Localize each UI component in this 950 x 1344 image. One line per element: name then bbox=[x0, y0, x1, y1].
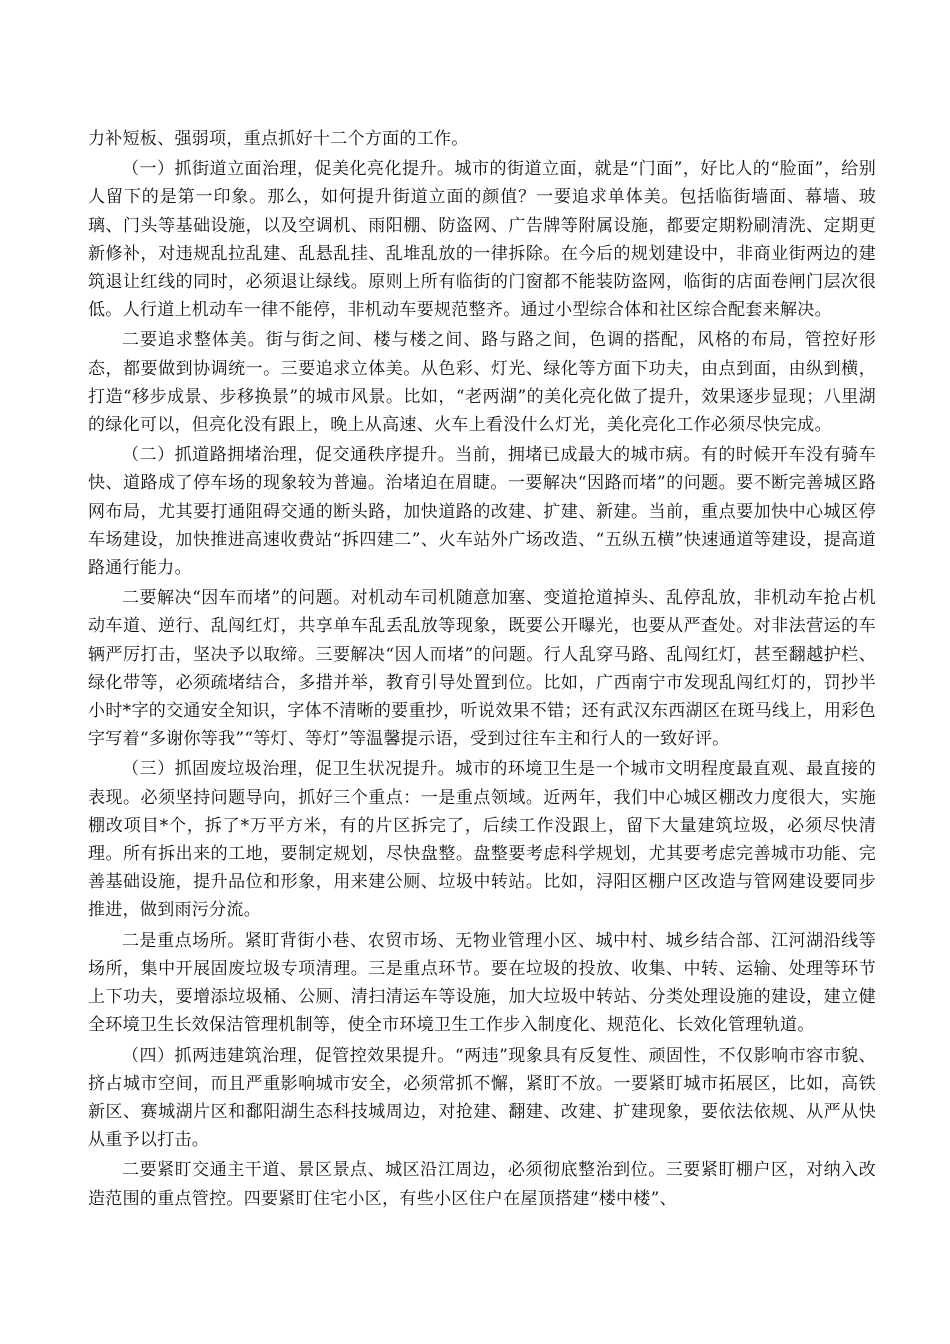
paragraph-key-areas: 二要紧盯交通主干道、景区景点、城区沿江周边，必须彻底整治到位。三要紧盯棚户区，对纳入改造范围的重点管控。四要紧盯住宅小区，有些小区住户在屋顶搭建“楼中楼”、 bbox=[88, 1160, 876, 1209]
paragraph-section-2-traffic: （二）抓道路拥堵治理，促交通秩序提升。当前，拥堵已成最大的城市病。有的时候开车没有骑车快、道路成了停车场的现象较为普遍。治堵迫在眉睫。一要解决“因路而堵”的问题。要不断完善城区路网布局，尤其要打通阻碍交通的断头路，加快道路的改建、扩建、新建。当前，重点要加快中心城区停车场建设，加快推进高速收费站“拆四建二”、火车站外广场改造、“五纵五横”快速通道等建设，提高道路通行能力。 bbox=[88, 445, 876, 579]
paragraph-continuation: 力补短板、强弱项，重点抓好十二个方面的工作。 bbox=[88, 129, 469, 149]
paragraph-section-3-waste: （三）抓固废垃圾治理，促卫生状况提升。城市的环境卫生是一个城市文明程度最直观、最直接的表现。必须坚持问题导向，抓好三个重点：一是重点领域。近两年，我们中心城区棚改力度很大，实施棚改项目*个，拆了*万平方米，有的片区拆完了，后续工作没跟上，留下大量建筑垃圾，必须尽快清理。所有拆出来的工地，要制定规划，尽快盘整。盘整要考虑科学规划，尤其要考虑完善城市功能、完善基础设施，提升品位和形象，用来建公厕、垃圾中转站。比如，浔阳区棚户区改造与管网建设要同步推进，做到雨污分流。 bbox=[88, 759, 876, 921]
document-body bbox=[88, 125, 876, 1213]
paragraph-section-1-street-facade: （一）抓街道立面治理，促美化亮化提升。城市的街道立面，就是“门面”，好比人的“脸面”，给别人留下的是第一印象。那么，如何提升街道立面的颜值？一要追求单体美。包括临街墙面、幕墙、玻璃、门头等基础设施，以及空调机、雨阳棚、防盗网、广告牌等附属设施，都要定期粉刷清洗、定期更新修补，对违规乱拉乱建、乱悬乱挂、乱堆乱放的一律拆除。在今后的规划建设中，非商业街两边的建筑退让红线的同时，必须退让绿线。原则上所有临街的门窗都不能装防盗网，临街的店面卷闸门层次很低。人行道上机动车一律不能停，非机动车要规范整齐。通过小型综合体和社区综合配套来解决。 bbox=[88, 159, 876, 321]
paragraph-key-places: 二是重点场所。紧盯背街小巷、农贸市场、无物业管理小区、城中村、城乡结合部、江河湖沿线等场所，集中开展固废垃圾专项清理。三是重点环节。要在垃圾的投放、收集、中转、运输、处理等环节上下功夫，要增添垃圾桶、公厕、清扫清运车等设施，加大垃圾中转站、分类处理设施的建设，建立健全环境卫生长效保洁管理机制等，使全市环境卫生工作步入制度化、规范化、长效化管理轨道。 bbox=[88, 930, 876, 1036]
paragraph-overall-beauty: 二要追求整体美。街与街之间、楼与楼之间、路与路之间，色调的搭配，风格的布局，管控好形态，都要做到协调统一。三要追求立体美。从色彩、灯光、绿化等方面下功夫，由点到面，由纵到横，打造“移步成景、步移换景”的城市风景。比如，“老两湖”的美化亮化做了提升，效果逐步显现；八里湖的绿化可以，但亮化没有跟上，晚上从高速、火车上看没什么灯光，美化亮化工作必须尽快完成。 bbox=[88, 330, 876, 436]
paragraph-vehicle-congestion: 二要解决“因车而堵”的问题。对机动车司机随意加塞、变道抢道掉头、乱停乱放，非机动车抢占机动车道、逆行、乱闯红灯，共享单车乱丢乱放等现象，既要公开曝光，也要从严查处。对非法营运的车辆严厉打击，坚决予以取缔。三要解决“因人而堵”的问题。行人乱穿马路、乱闯红灯，甚至翻越护栏、绿化带等，必须疏堵结合，多措并举，教育引导处置到位。比如，广西南宁市发现乱闯红灯的，罚抄半小时*字的交通安全知识，字体不清晰的要重抄，听说效果不错；还有武汉东西湖区在斑马线上，用彩色字写着“多谢你等我”“等灯、等灯”等温馨提示语，受到过往车主和行人的一致好评。 bbox=[88, 588, 876, 750]
paragraph-section-4-illegal-buildings: （四）抓两违建筑治理，促管控效果提升。“两违”现象具有反复性、顽固性，不仅影响市容市貌、挤占城市空间，而且严重影响城市安全，必须常抓不懈，紧盯不放。一要紧盯城市拓展区，比如，高铁新区、赛城湖片区和鄱阳湖生态科技城周边，对抢建、翻建、改建、扩建现象，要依法依规、从严从快从重予以打击。 bbox=[88, 1045, 876, 1151]
